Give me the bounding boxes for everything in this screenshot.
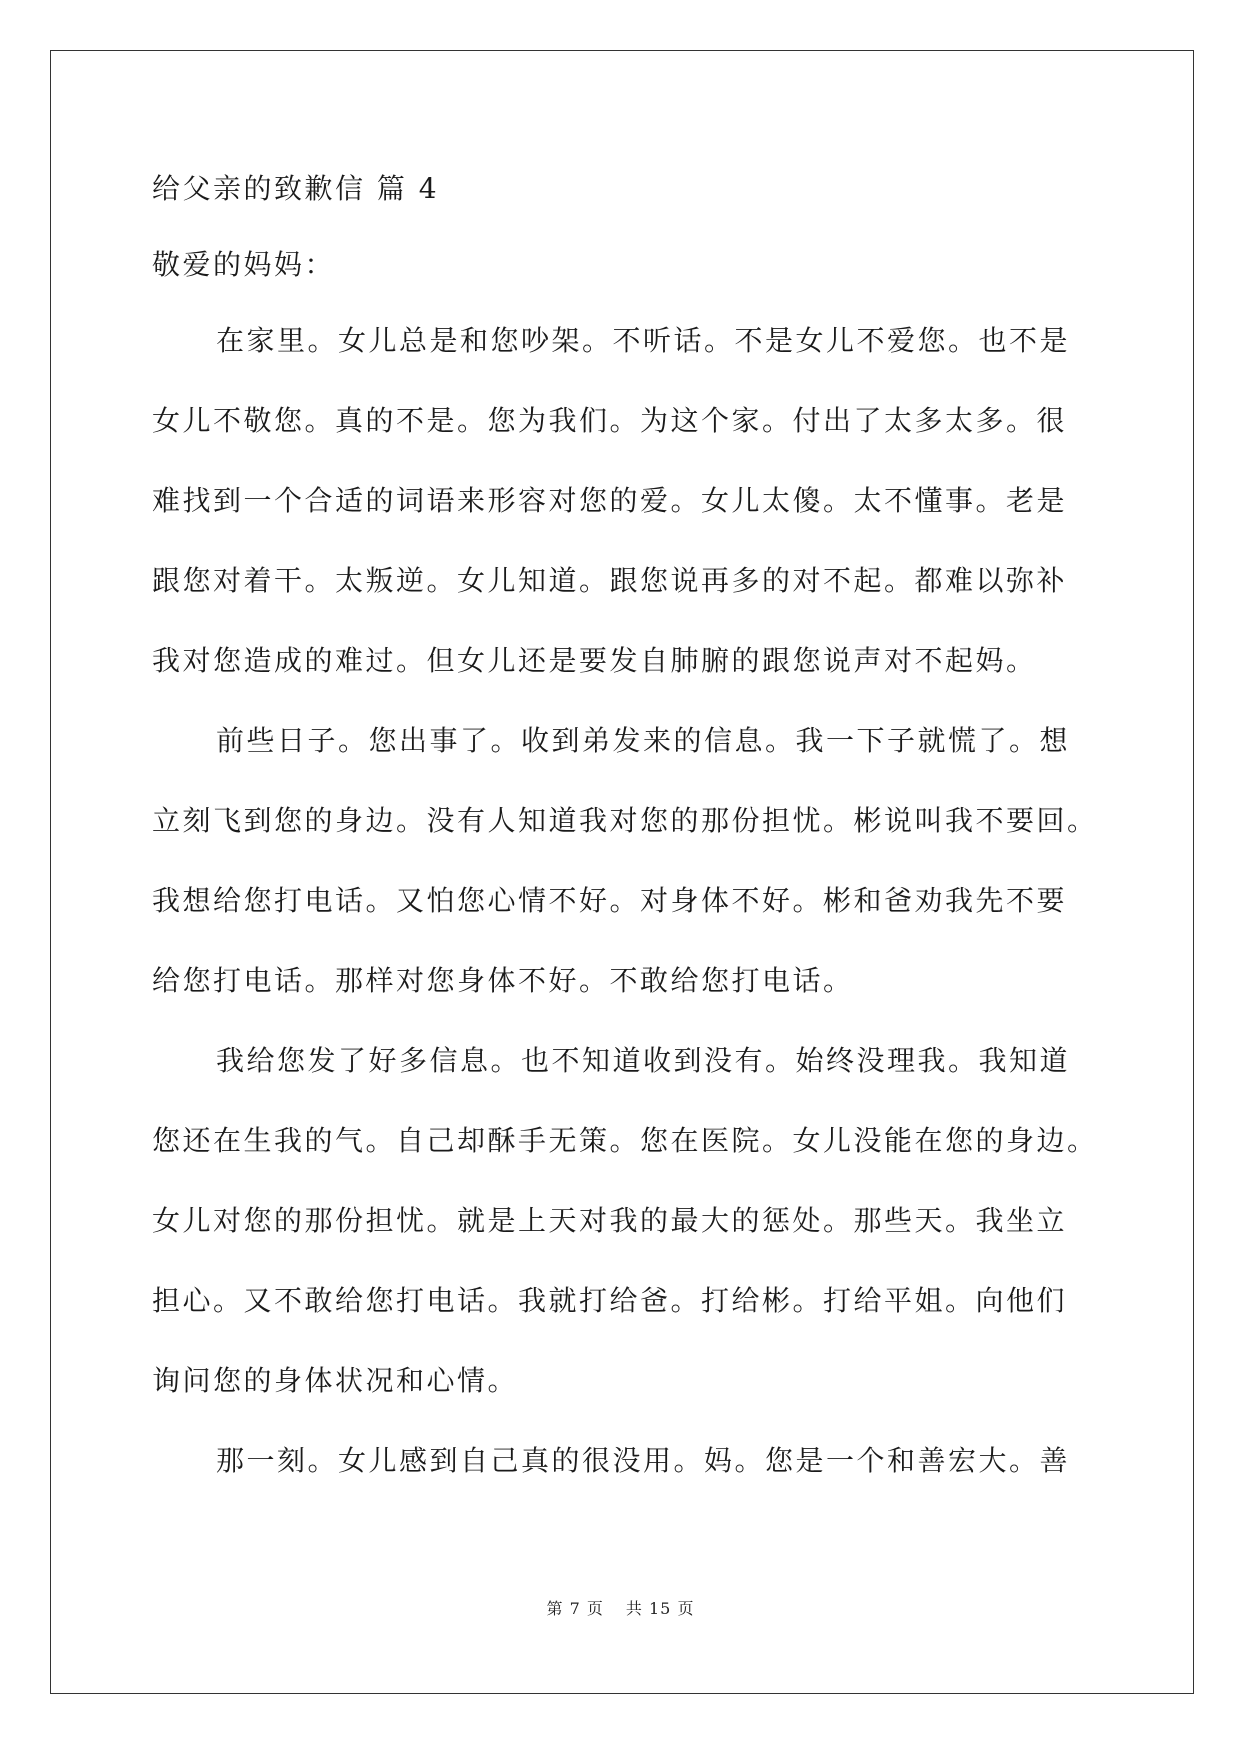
text-line: 您还在生我的气。自己却酥手无策。您在医院。女儿没能在您的身边。 — [152, 1124, 1098, 1157]
page-footer — [0, 1596, 1241, 1619]
paragraph — [152, 717, 1098, 1037]
page-number: 第 7 页 — [546, 1599, 604, 1618]
text-line: 我对您造成的难过。但女儿还是要发自肺腑的跟您说声对不起妈。 — [152, 644, 1037, 677]
text-line: 询问您的身体状况和心情。 — [152, 1364, 519, 1397]
text-line: 那一刻。女儿感到自己真的很没用。妈。您是一个和善宏大。善 — [216, 1444, 1071, 1477]
document-body — [152, 165, 1098, 1517]
document-heading: 给父亲的致歉信 篇 4 — [152, 172, 440, 205]
text-line: 我想给您打电话。又怕您心情不好。对身体不好。彬和爸劝我先不要 — [152, 884, 1068, 917]
text-line: 立刻飞到您的身边。没有人知道我对您的那份担忧。彬说叫我不要回。 — [152, 804, 1098, 837]
salutation: 敬爱的妈妈： — [152, 248, 336, 281]
paragraph — [152, 317, 1092, 717]
text-line: 我给您发了好多信息。也不知道收到没有。始终没理我。我知道 — [216, 1044, 1071, 1077]
text-line: 担心。又不敢给您打电话。我就打给爸。打给彬。打给平姐。向他们 — [152, 1284, 1068, 1317]
text-line: 在家里。女儿总是和您吵架。不听话。不是女儿不爱您。也不是 — [216, 324, 1071, 357]
paragraph — [152, 1437, 1092, 1517]
text-line: 女儿不敬您。真的不是。您为我们。为这个家。付出了太多太多。很 — [152, 404, 1068, 437]
text-line: 前些日子。您出事了。收到弟发来的信息。我一下子就慌了。想 — [216, 724, 1071, 757]
page-total: 共 15 页 — [625, 1599, 695, 1618]
text-line: 跟您对着干。太叛逆。女儿知道。跟您说再多的对不起。都难以弥补 — [152, 564, 1068, 597]
text-line: 女儿对您的那份担忧。就是上天对我的最大的惩处。那些天。我坐立 — [152, 1204, 1068, 1237]
text-line: 给您打电话。那样对您身体不好。不敢给您打电话。 — [152, 964, 854, 997]
paragraph — [152, 1037, 1098, 1437]
text-line: 难找到一个合适的词语来形容对您的爱。女儿太傻。太不懂事。老是 — [152, 484, 1068, 517]
